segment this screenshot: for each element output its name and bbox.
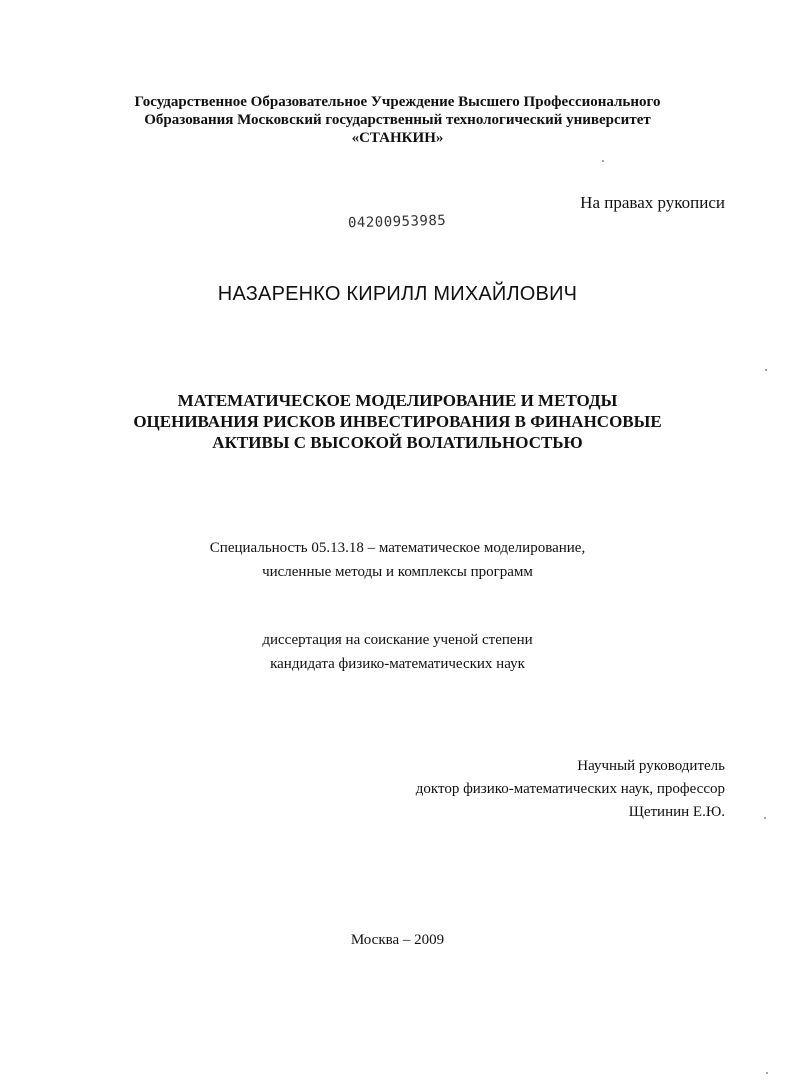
degree-line-1: диссертация на соискание ученой степени [262,632,533,648]
degree-line-2: кандидата физико-математических наук [270,656,525,672]
scan-speck [602,160,604,162]
supervisor-name: Щетинин Е.Ю. [628,804,725,820]
specialty-line-2: численные методы и комплексы программ [262,564,533,580]
city-year: Москва – 2009 [350,932,445,948]
author-name: НАЗАРЕНКО КИРИЛЛ МИХАЙЛОВИЧ [217,283,578,305]
scan-speck [764,817,766,819]
supervisor-label: Научный руководитель [577,758,725,774]
thesis-title-line-1: МАТЕМАТИЧЕСКОЕ МОДЕЛИРОВАНИЕ И МЕТОДЫ [177,391,618,410]
scan-speck [765,369,767,371]
specialty-line-1: Специальность 05.13.18 – математическое моделирование, [209,540,586,556]
institution-line-1: Государственное Образовательное Учреждение Высшего Профессионального [134,94,661,110]
archive-stamp-number: 04200953985 [347,212,447,232]
manuscript-rights-note: На правах рукописи [580,193,725,212]
institution-line-3: «СТАНКИН» [351,130,444,146]
thesis-title-line-2: ОЦЕНИВАНИЯ РИСКОВ ИНВЕСТИРОВАНИЯ В ФИНАНСОВЫЕ [133,412,662,431]
institution-line-2: Образования Московский государственный технологический университет [144,112,651,128]
thesis-title-line-3: АКТИВЫ С ВЫСОКОЙ ВОЛАТИЛЬНОСТЬЮ [212,433,583,452]
supervisor-credentials: доктор физико-математических наук, профессор [415,781,725,797]
scan-speck [766,1072,768,1074]
